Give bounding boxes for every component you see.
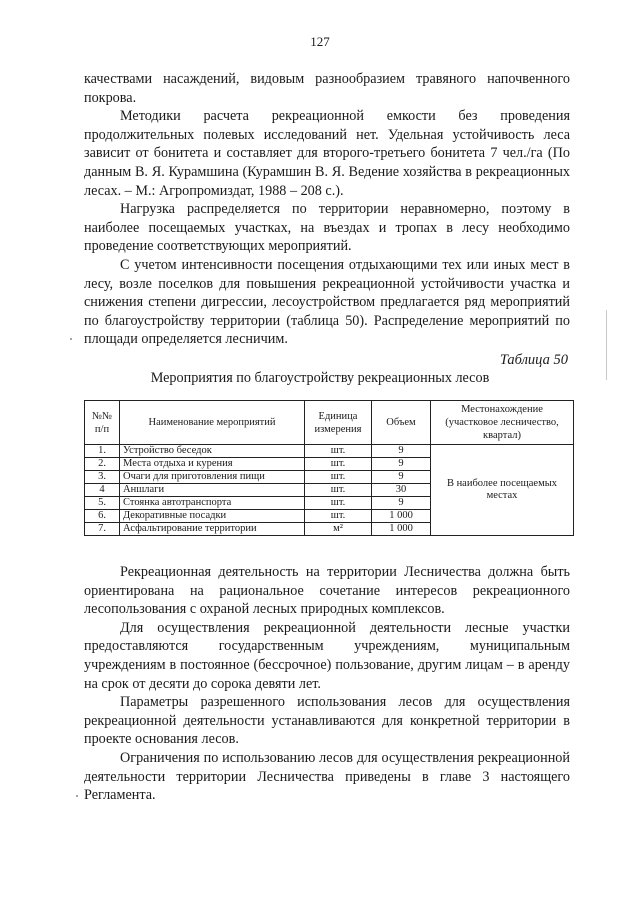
row-name: Аншлаги (120, 484, 305, 497)
row-name: Асфальтирование территории (120, 523, 305, 536)
row-unit: шт. (305, 484, 372, 497)
header-location: Местонахождение (участковое лесничество, квартал) (431, 401, 574, 445)
row-num: 3. (85, 471, 120, 484)
row-unit: шт. (305, 445, 372, 458)
row-unit: м² (305, 523, 372, 536)
row-num: 2. (85, 458, 120, 471)
header-name: Наименование мероприятий (120, 401, 305, 445)
row-volume: 9 (372, 445, 431, 458)
paragraph: Параметры разрешенного использования лесов для осуществления рекреационной деятельности устанавливаются для конкретной территории в проекте основания лесов. (84, 694, 570, 748)
paragraph: Ограничения по использованию лесов для осуществления рекреационной деятельности территории Лесничества приведены в главе 3 настоящего Регламента. (84, 749, 570, 804)
row-name: Стоянка автотранспорта (120, 497, 305, 510)
row-volume: 1 000 (372, 510, 431, 523)
table-header-row (85, 401, 574, 445)
row-unit: шт. (305, 471, 372, 484)
measures-table (84, 400, 574, 536)
row-num: 1. (85, 445, 120, 458)
row-num: 5. (85, 497, 120, 510)
scan-margin-line (606, 310, 607, 380)
row-name: Декоративные посадки (120, 510, 305, 523)
row-unit: шт. (305, 458, 372, 471)
page-number: 127 (310, 34, 330, 49)
header-num: №№ п/п (85, 401, 120, 445)
row-name: Устройство беседок (120, 445, 305, 458)
paragraph: Методики расчета рекреационной емкости без проведения продолжительных полевых исследований нет. Удельная устойчивость леса зависит от бонитета и составляет для второго-третьего бонитета 7 чел./га (По данным В. Я. Курамшина (Курамшин В. Я. Ведение хозяйства в рекреационных лесах. – М.: Агропромиздат, 1988 – 208 с.). (84, 108, 570, 199)
table-title: Мероприятия по благоустройству рекреационных лесов (150, 370, 490, 386)
row-volume: 9 (372, 458, 431, 471)
scan-dot (70, 338, 72, 340)
bottom-text-block (84, 563, 570, 805)
row-volume: 30 (372, 484, 431, 497)
row-unit: шт. (305, 510, 372, 523)
row-name: Места отдыха и курения (120, 458, 305, 471)
row-num: 4 (85, 484, 120, 497)
scan-dot (76, 795, 78, 797)
table-label: Таблица 50 (499, 352, 568, 368)
location-cell: В наиболее посещаемых местах (431, 445, 574, 536)
paragraph: Для осуществления рекреационной деятельности лесные участки предоставляются государственным учреждениям, муниципальным учреждениям в постоянное (бессрочное) пользование, другим лицам – в аренду на срок от десяти до сорока девяти лет. (84, 619, 570, 692)
row-num: 6. (85, 510, 120, 523)
table-row (85, 445, 574, 458)
paragraph: С учетом интенсивности посещения отдыхающими тех или иных мест в лесу, возле поселков для повышения рекреационной устойчивости участка и снижения степени дигрессии, лесоустройством предлагается ряд мероприятий по благоустройству территории (таблица 50). Распределение мероприятий по площади определяется лесничим. (84, 256, 570, 348)
header-volume: Объем (372, 401, 431, 445)
row-unit: шт. (305, 497, 372, 510)
paragraph: Нагрузка распределяется по территории неравномерно, поэтому в наиболее посещаемых участках, на въездах и тропах в лесу необходимо проведение соответствующих мероприятий. (84, 201, 570, 255)
row-name: Очаги для приготовления пищи (120, 471, 305, 484)
top-text-block (84, 70, 570, 349)
row-volume: 1 000 (372, 523, 431, 536)
row-volume: 9 (372, 497, 431, 510)
row-num: 7. (85, 523, 120, 536)
paragraph: качествами насаждений, видовым разнообразием травяного напочвенного покрова. (84, 71, 570, 106)
header-unit: Единица измерения (305, 401, 372, 445)
paragraph: Рекреационная деятельность на территории Лесничества должна быть ориентирована на рациональное сочетание интересов рекреационного лесопользования с охраной лесных природных комплексов. (84, 564, 570, 618)
row-volume: 9 (372, 471, 431, 484)
